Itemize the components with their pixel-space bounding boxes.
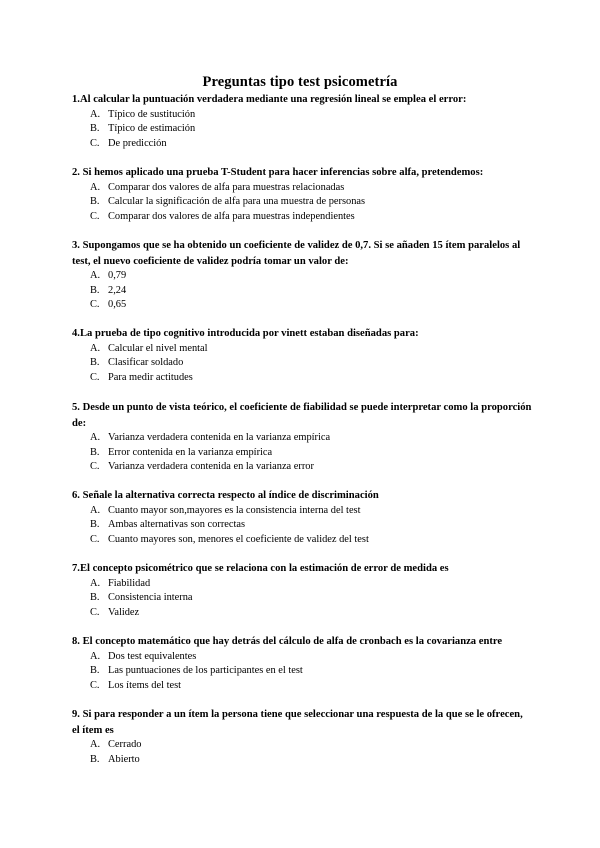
question-text: 4.La prueba de tipo cognitivo introducida por vinett estaban diseñadas para: [72, 328, 419, 339]
question-text: 3. Supongamos que se ha obtenido un coeficiente de validez de 0,7. Si se añaden 15 ítem paralelos al test, el nuevo coeficiente de validez podría tomar un valor de: [72, 240, 521, 267]
answer-option: B. Ambas alternativas son correctas [90, 519, 246, 531]
question-text: 6. Señale la alternativa correcta respecto al índice de discriminación [72, 490, 379, 501]
question-4 [72, 326, 532, 386]
page-title: Preguntas tipo test psicometría [202, 74, 398, 90]
answer-option: A. Fiabilidad [90, 577, 151, 589]
question-1 [72, 92, 532, 152]
answer-option: B. Las puntuaciones de los participantes en el test [90, 665, 303, 677]
question-7 [72, 561, 532, 621]
answer-option: B. Clasificar soldado [90, 357, 184, 369]
answer-option: B. Calcular la significación de alfa para una muestra de personas [90, 196, 366, 208]
answer-option: C. De predicción [90, 137, 167, 149]
answer-option: C. Comparar dos valores de alfa para muestras independientes [90, 210, 355, 222]
question-text: 8. El concepto matemático que hay detrás del cálculo de alfa de cronbach es la covarianza entre [72, 636, 503, 647]
answer-option: A. Comparar dos valores de alfa para muestras relacionadas [90, 181, 345, 193]
answer-option: B. Típico de estimación [90, 123, 196, 135]
answer-option: C. Cuanto mayores son, menores el coeficiente de validez del test [90, 533, 369, 545]
answer-option: A. Dos test equivalentes [90, 650, 197, 662]
question-text: 1.Al calcular la puntuación verdadera mediante una regresión lineal se emplea el error: [72, 94, 467, 105]
answer-option: B. Consistencia interna [90, 592, 193, 604]
question-9 [72, 707, 532, 767]
question-2 [72, 165, 532, 225]
question-3 [72, 238, 532, 313]
answer-option: B. 2,24 [90, 284, 127, 296]
answer-option: A. Típico de sustitución [90, 108, 196, 120]
answer-option: A. Cuanto mayor son,mayores es la consistencia interna del test [90, 504, 361, 516]
question-6 [72, 488, 532, 548]
answer-option: C. Para medir actitudes [90, 371, 193, 383]
question-8 [72, 634, 532, 694]
question-text: 7.El concepto psicométrico que se relaciona con la estimación de error de medida es [72, 563, 449, 574]
answer-option: A. Varianza verdadera contenida en la varianza empírica [90, 432, 331, 443]
question-5 [72, 400, 532, 475]
answer-option: C. Varianza verdadera contenida en la varianza error [90, 461, 314, 473]
question-text: 5. Desde un punto de vista teórico, el coeficiente de fiabilidad se puede interpretar como la proporción de: [72, 402, 532, 429]
answer-option: C. Validez [90, 606, 140, 618]
answer-option: A. 0,79 [90, 270, 127, 281]
answer-option: C. 0,65 [90, 299, 127, 311]
answer-option: B. Abierto [90, 753, 140, 765]
answer-option: A. Cerrado [90, 739, 142, 750]
question-text: 2. Si hemos aplicado una prueba T-Student para hacer inferencias sobre alfa, pretendemos: [72, 167, 484, 178]
answer-option: B. Error contenida en la varianza empírica [90, 446, 273, 458]
question-text: 9. Si para responder a un ítem la persona tiene que seleccionar una respuesta de la que se le ofrecen, el ítem es [72, 709, 523, 736]
answer-option: A. Calcular el nivel mental [90, 342, 208, 354]
answer-option: C. Los ítems del test [90, 679, 182, 691]
